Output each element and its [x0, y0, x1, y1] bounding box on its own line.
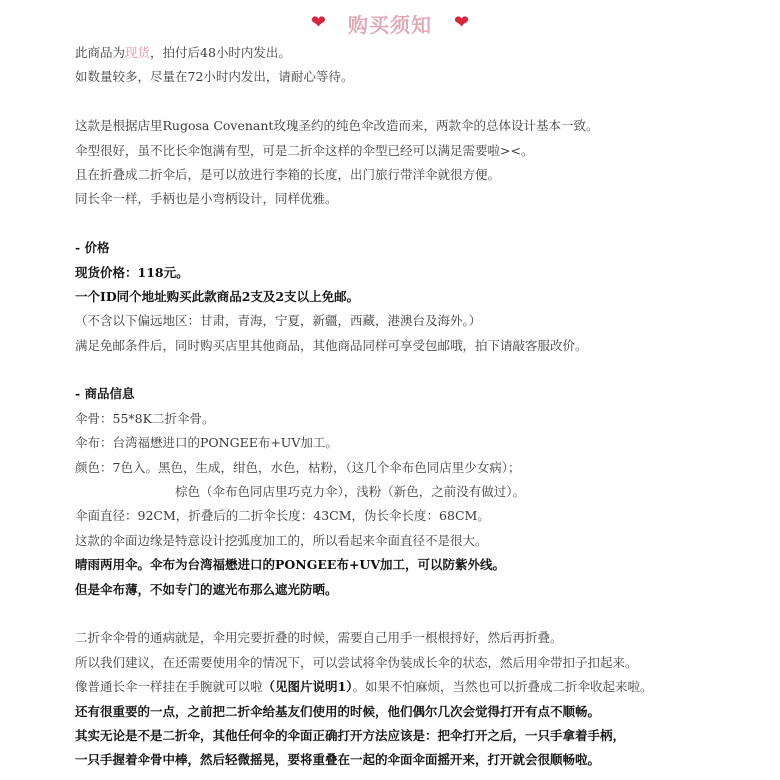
spacer — [75, 358, 765, 382]
design-line-4: 同长伞一样，手柄也是小弯柄设计，同样优雅。 — [75, 191, 338, 207]
heart-icon-right: ❤ — [454, 12, 470, 33]
design-line-1: 这款是根据店里Rugosa Covenant玫瑰圣约的纯色伞改造而来，两款伞的总体设计基本一致。 — [75, 118, 599, 134]
edge-note: 这款的伞面边缘是特意设计挖弧度加工的，所以看起来伞面直径不是很大。 — [75, 532, 488, 548]
folding-line-1: 二折伞伞骨的通病就是，伞用完要折叠的时候，需要自己用手一根根捋好，然后再折叠。 — [75, 630, 563, 646]
intro-line-1-pre: 此商品为 — [75, 45, 126, 60]
design-line-2: 伞型很好，虽不比长伞饱满有型，可是二折伞这样的伞型已经可以满足需要啦><。 — [75, 142, 534, 158]
current-price: 现货价格：118元。 — [75, 264, 189, 280]
product-info-heading: - 商品信息 — [75, 386, 135, 402]
header — [0, 8, 780, 38]
notice-body — [75, 41, 765, 773]
spacer — [75, 90, 765, 114]
spacer — [75, 212, 765, 236]
free-shipping-note: 一个ID同个地址购买此款商品2支及2支以上免邮。 — [75, 288, 360, 304]
folding-line-3-post: 。如果不怕麻烦，当然也可以折叠成二折伞收起来啦。 — [352, 679, 653, 695]
intro-line-1-post: ，拍付后48小时内发出。 — [150, 45, 291, 60]
folding-line-4: 还有很重要的一点，之前把二折伞给基友们使用的时候，他们偶尔几次会觉得打开有点不顺畅。 — [75, 703, 601, 719]
ribs-spec: 伞骨：55*8K二折伞骨。 — [75, 410, 215, 426]
thin-fabric-note: 但是伞布薄，不如专门的遮光布那么遮光防晒。 — [75, 581, 338, 597]
see-picture-note: （见图片说明1） — [262, 679, 353, 695]
folding-line-6: 一只手握着伞骨中棒，然后轻微摇晃，要将重叠在一起的伞面伞面摇开来，打开就会很顺畅啦。 — [75, 752, 601, 768]
rain-sun-note: 晴雨两用伞。伞布为台湾福懋进口的PONGEE布+UV加工，可以防紫外线。 — [75, 557, 506, 573]
colors-line-1: 颜色：7色入。黑色，生成，绀色，水色，枯粉，（这几个伞布色同店里少女病）； — [75, 459, 521, 475]
folding-line-2: 所以我们建议，在还需要使用伞的情况下，可以尝试将伞伪装成长伞的状态，然后用伞带扣子扣起来。 — [75, 654, 638, 670]
folding-line-3 — [75, 675, 765, 699]
spacer — [75, 602, 765, 626]
shipping-exclusions: （不含以下偏远地区：甘肃，青海，宁夏，新疆，西藏，港澳台及海外。） — [75, 313, 482, 329]
intro-line-2: 如数量较多，尽量在72小时内发出，请耐心等待。 — [75, 69, 354, 85]
price-heading: - 价格 — [75, 240, 110, 256]
folding-line-5: 其实无论是不是二折伞，其他任何伞的伞面正确打开方法应该是：把伞打开之后，一只手拿着手柄， — [75, 727, 626, 743]
intro-line-1 — [75, 41, 765, 65]
design-line-3: 且在折叠成二折伞后，是可以放进行李箱的长度，出门旅行带洋伞就很方便。 — [75, 166, 501, 182]
heart-icon-left: ❤ — [310, 12, 326, 33]
colors-line-2: 棕色（伞布色同店里巧克力伞），浅粉（新色，之前没有做过）。 — [175, 484, 526, 500]
in-stock-highlight: 现货 — [125, 45, 151, 60]
folding-line-3-pre: 像普通长伞一样挂在手腕就可以啦 — [75, 679, 263, 695]
page-title: 购买须知 — [348, 12, 432, 37]
fabric-spec: 伞布：台湾福懋进口的PONGEE布+UV加工。 — [75, 435, 338, 451]
diameter-spec: 伞面直径：92CM，折叠后的二折伞长度：43CM，伪长伞长度：68CM。 — [75, 508, 490, 524]
other-items-note: 满足免邮条件后，同时购买店里其他商品，其他商品同样可享受包邮哦，拍下请敲客服改价。 — [75, 337, 588, 353]
